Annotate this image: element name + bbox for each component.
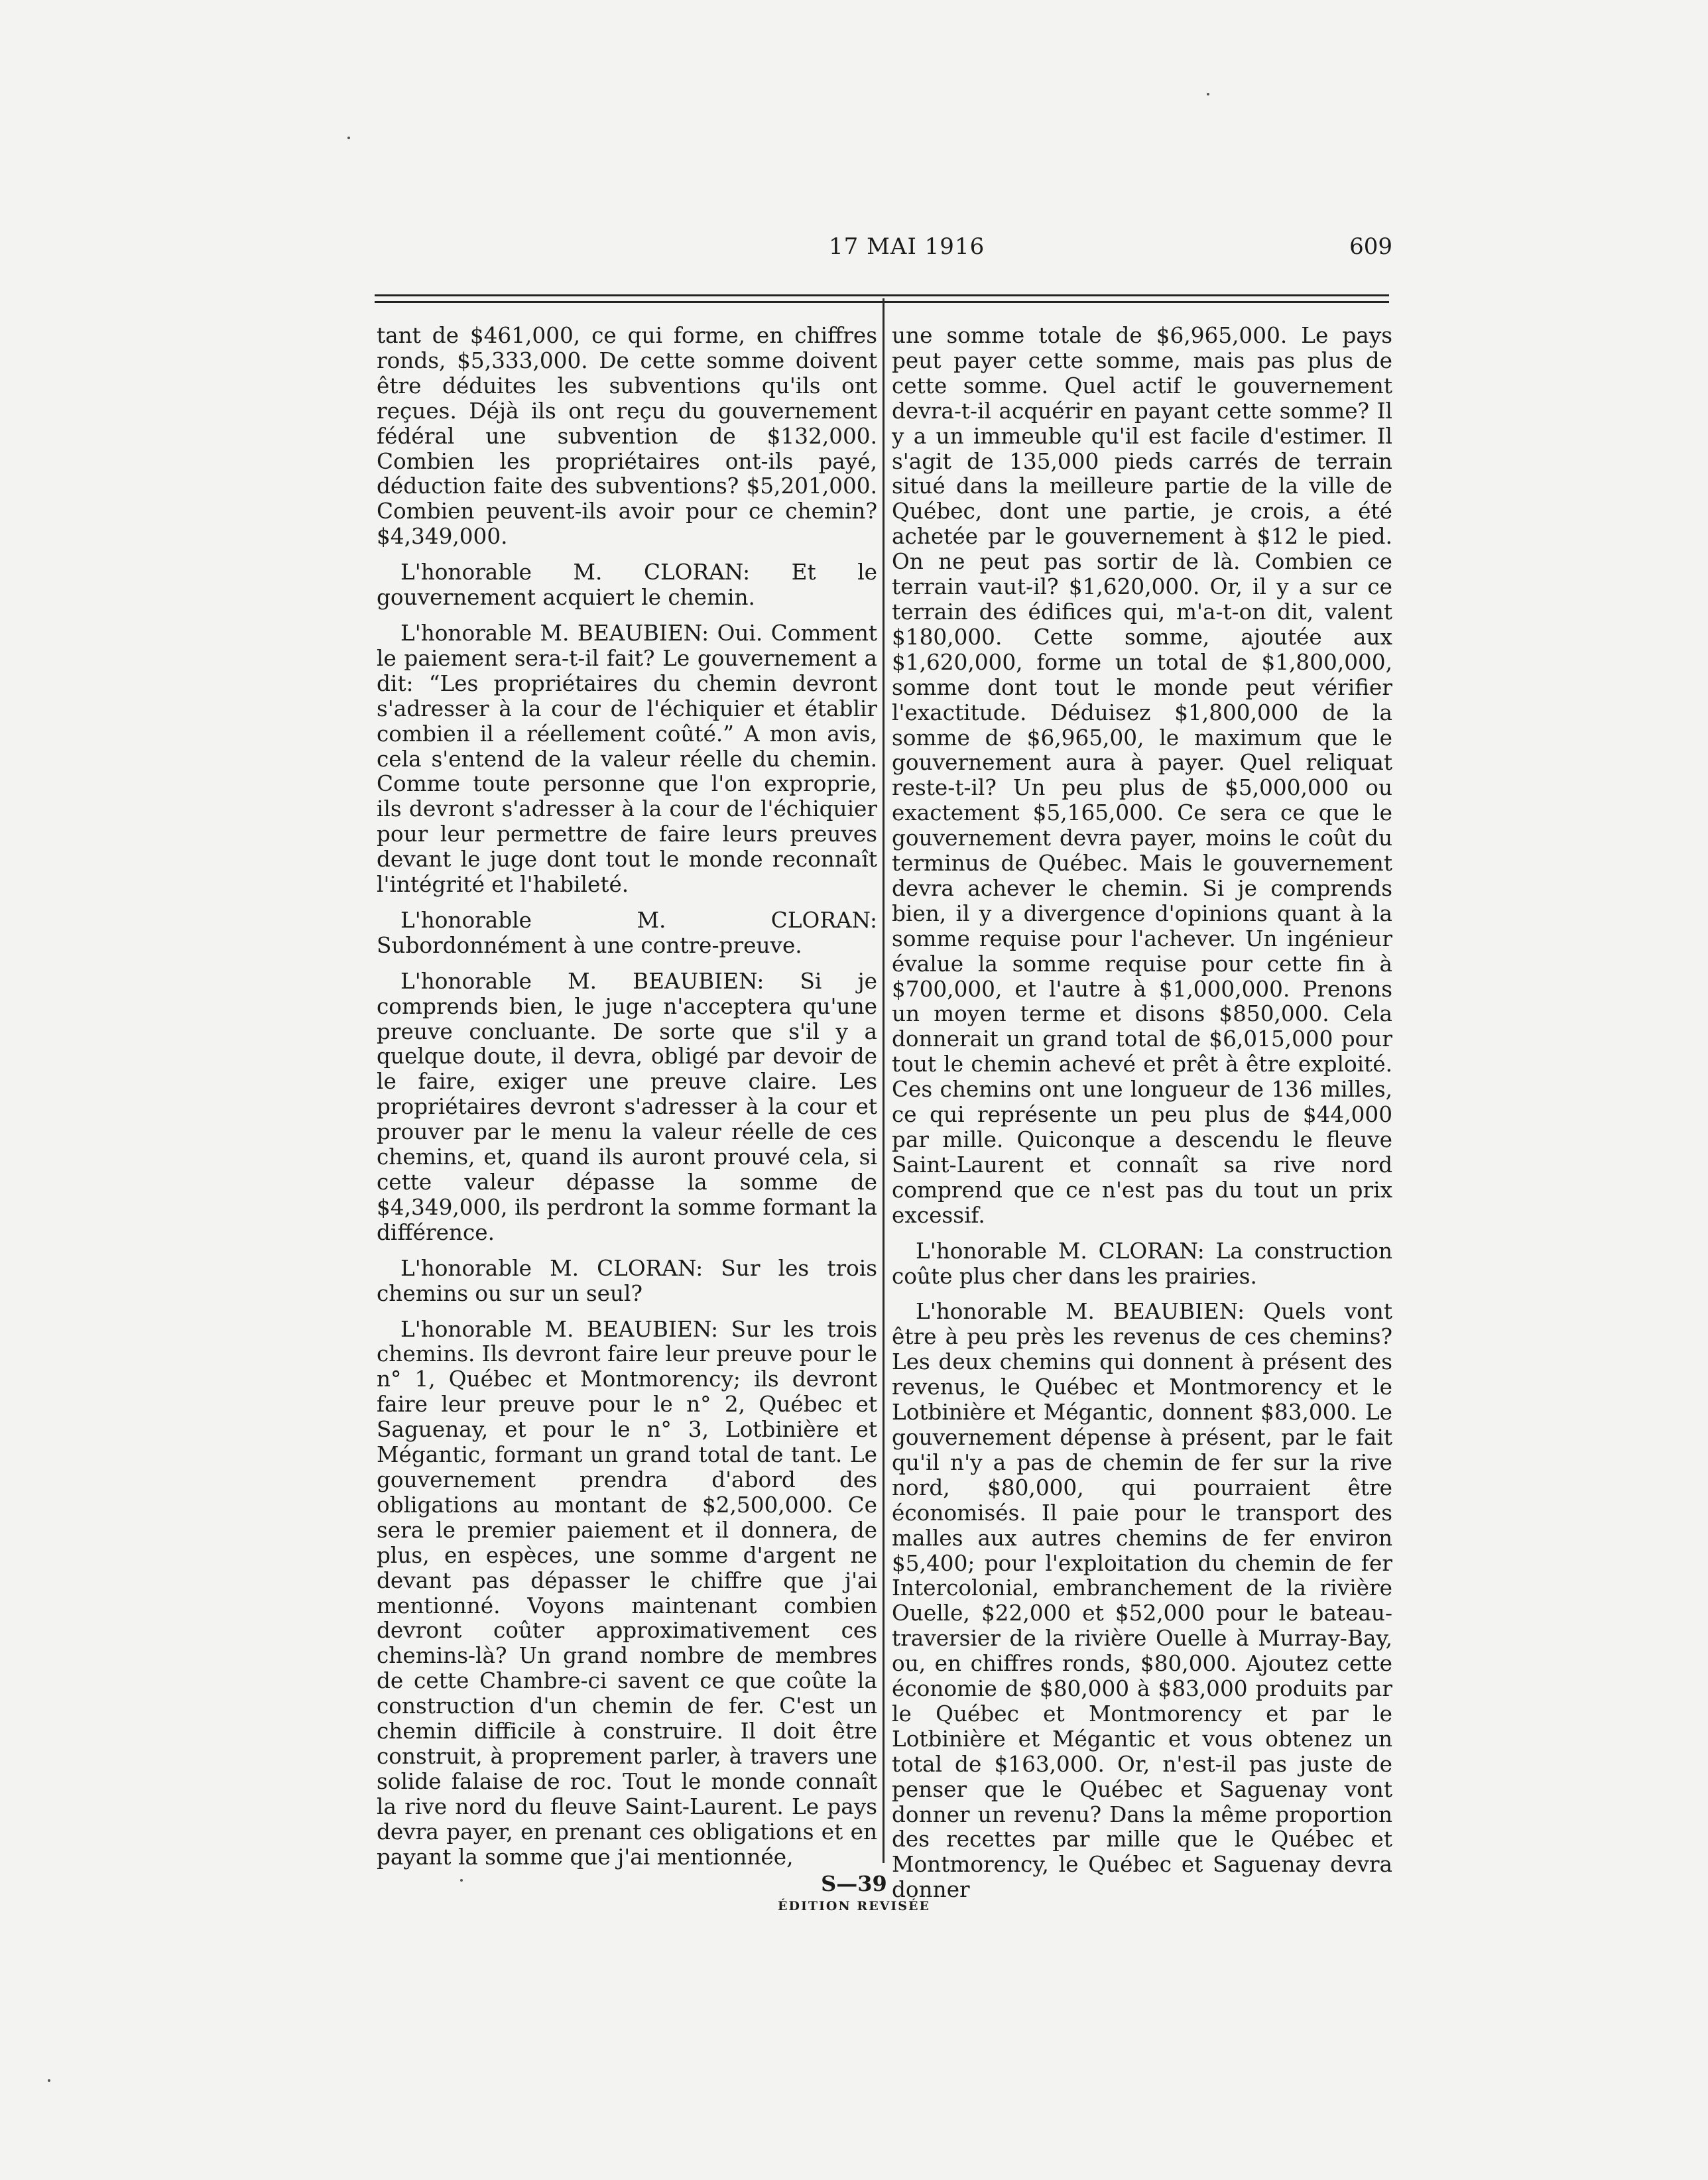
column-divider	[883, 298, 884, 1863]
scan-speck	[1207, 93, 1209, 95]
paragraph: L'honorable M. BEAUBIEN: Quels vont être à peu près les revenus de ces chemins? Les deux chemins qui donnent à présent des revenus, le Québec et Montmorency et le Lotbinière et Mégantic, donnent $83,000. Le gouvernement dépense à présent, par le fait qu'il n'y a pas de chemin de fer sur la rive nord, $80,000, qui pourraient être économisés. Il paie pour le transport des malles aux autres chemins de fer environ $5,400; pour l'exploitation du chemin de fer Intercolonial, embranchement de la rivière Ouelle, $22,000 et $52,000 pour le bateau-traversier de la rivière Ouelle à Murray-Bay, ou, en chiffres ronds, $80,000. Ajoutez cette économie de $80,000 à $83,000 produits par le Québec et Montmorency et par le Lotbinière et Mégantic et vous obtenez un total de $163,000. Or, n'est-il pas juste de penser que le Québec et Saguenay vont donner un revenu? Dans la même proportion des recettes par mille que le Québec et Montmorency, le Québec et Saguenay devra donner	[892, 1299, 1392, 1903]
paragraph: L'honorable M. BEAUBIEN: Oui. Comment le paiement sera-t-il fait? Le gouvernement a dit: “Les propriétaires du chemin devront s'adresser à la cour de l'échiquier et établir combien il a réellement coûté.” A mon avis, cela s'entend de la valeur réelle du chemin. Comme toute personne que l'on exproprie, ils devront s'adresser à la cour de l'échiquier pour leur permettre de faire leurs preuves devant le juge dont tout le monde reconnaît l'intégrité et l'habileté.	[377, 620, 877, 898]
header-rule-top	[375, 294, 1389, 296]
paragraph: L'honorable M. CLORAN: Subordonnément à une contre-preuve.	[377, 907, 877, 958]
left-column	[377, 323, 877, 1870]
scan-speck	[347, 137, 350, 139]
header-date: 17 MAI 1916	[829, 233, 985, 260]
paragraph: L'honorable M. CLORAN: Et le gouvernement acquiert le chemin.	[377, 560, 877, 611]
paragraph: L'honorable M. CLORAN: La construction coûte plus cher dans les prairies.	[892, 1238, 1392, 1289]
paragraph: L'honorable M. BEAUBIEN: Sur les trois chemins. Ils devront faire leur preuve pour le n° 1, Québec et Montmorency; ils devront faire leur preuve pour le n° 2, Québec et Saguenay, et pour le n° 3, Lotbinière et Mégantic, formant un grand total de tant. Le gouvernement prendra d'abord des obligations au montant de $2,500,000. Ce sera le premier paiement et il donnera, de plus, en espèces, une somme d'argent ne devant pas dépasser le chiffre que j'ai mentionné. Voyons maintenant combien devront coûter approximativement ces chemins-là? Un grand nombre de membres de cette Chambre-ci savent ce que coûte la construction d'un chemin de fer. C'est un chemin difficile à construire. Il doit être construit, à proprement parler, à travers une solide falaise de roc. Tout le monde connaît la rive nord du fleuve Saint-Laurent. Le pays devra payer, en prenant ces obligations et en payant la somme que j'ai mentionnée,	[377, 1316, 877, 1870]
scan-speck	[460, 1879, 463, 1882]
header-rule-bottom	[375, 301, 1389, 303]
page-header	[371, 233, 1392, 267]
paragraph: une somme totale de $6,965,000. Le pays peut payer cette somme, mais pas plus de cette somme. Quel actif le gouvernement devra-t-il acquérir en payant cette somme? Il y a un immeuble qu'il est facile d'estimer. Il s'agit de 135,000 pieds carrés de terrain situé dans la meilleure partie de la ville de Québec, dont une partie, je crois, a été achetée par le gouvernement à $12 le pied. On ne peut pas sortir de là. Combien ce terrain vaut-il? $1,620,000. Or, il y a sur ce terrain des édifices qui, m'a-t-on dit, valent $180,000. Cette somme, ajoutée aux $1,620,000, forme un total de $1,800,000, somme dont tout le monde peut vérifier l'exactitude. Déduisez $1,800,000 de la somme de $6,965,00, le maximum que le gouvernement aura à payer. Quel reliquat reste-t-il? Un peu plus de $5,000,000 ou exactement $5,165,000. Ce sera ce que le gouvernement devra payer, moins le coût du terminus de Québec. Mais le gouvernement devra achever le chemin. Si je comprends bien, il y a divergence d'opinions quant à la somme requise pour l'achever. Un ingénieur évalue la somme requise pour cette fin à $700,000, et l'autre à $1,000,000. Prenons un moyen terme et disons $850,000. Cela donnerait un grand total de $6,015,000 pour tout le chemin achevé et prêt à être exploité. Ces chemins ont une longueur de 136 milles, ce qui représente un peu plus de $44,000 par mille. Quiconque a descendu le fleuve Saint-Laurent et connaît sa rive nord comprend que ce n'est pas du tout un prix excessif.	[892, 323, 1392, 1228]
scan-speck	[48, 2079, 50, 2082]
paragraph: L'honorable M. CLORAN: Sur les trois chemins ou sur un seul?	[377, 1255, 877, 1306]
page-number: 609	[1349, 233, 1392, 260]
signature-code: S—39	[821, 1871, 887, 1896]
edition-label: ÉDITION REVISÉE	[778, 1899, 930, 1913]
paragraph: tant de $461,000, ce qui forme, en chiffres ronds, $5,333,000. De cette somme doivent être déduites les subventions qu'ils ont reçues. Déjà ils ont reçu du gouvernement fédéral une subvention de $132,000. Combien les propriétaires ont-ils payé, déduction faite des subventions? $5,201,000. Combien peuvent-ils avoir pour ce chemin? $4,349,000.	[377, 323, 877, 550]
paragraph: L'honorable M. BEAUBIEN: Si je comprends bien, le juge n'acceptera qu'une preuve concluante. De sorte que s'il y a quelque doute, il devra, obligé par devoir de le faire, exiger une preuve claire. Les propriétaires devront s'adresser à la cour et prouver par le menu la valeur réelle de ces chemins, et, quand ils auront prouvé cela, si cette valeur dépasse la somme de $4,349,000, ils perdront la somme formant la différence.	[377, 968, 877, 1245]
right-column	[892, 323, 1392, 1903]
